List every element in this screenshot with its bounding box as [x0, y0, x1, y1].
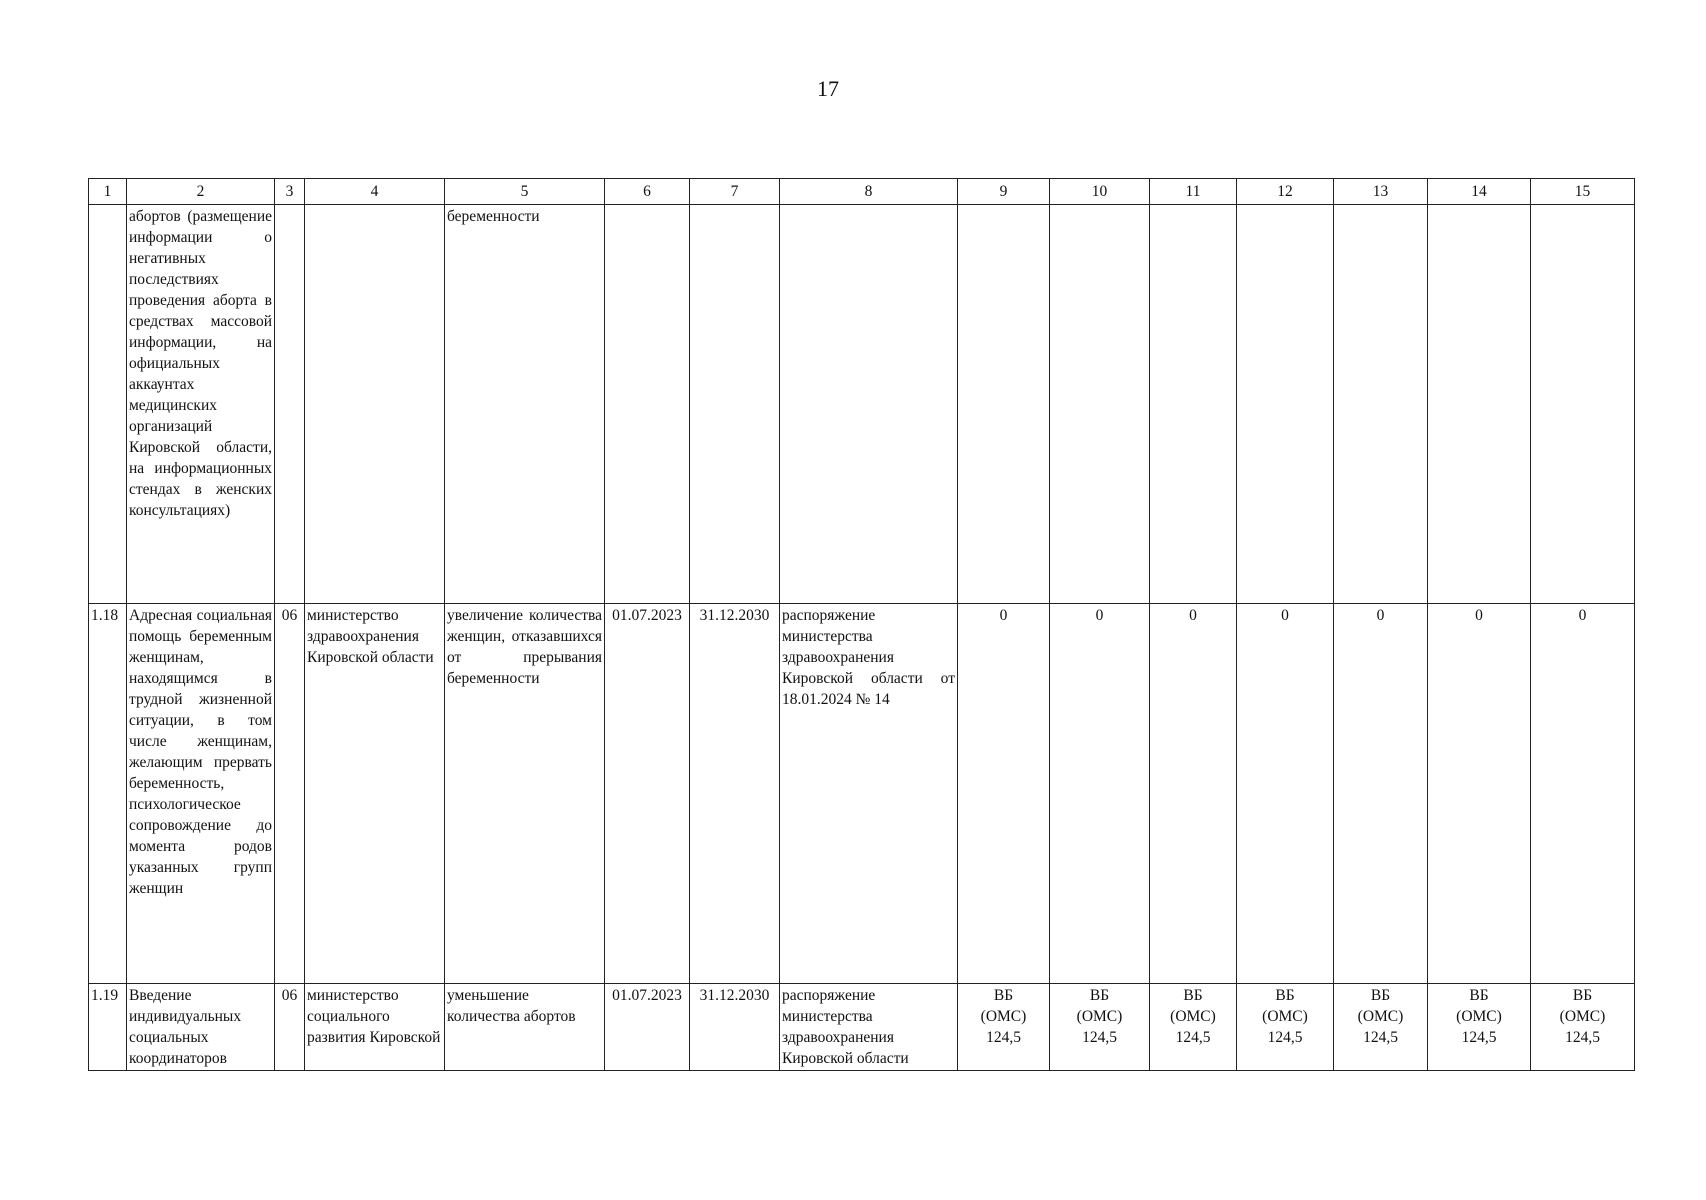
responsible-executor: министерство здравоохранения Кировской области	[305, 604, 445, 984]
value-col-11: ВБ (ОМС) 124,5	[1150, 984, 1237, 1071]
col-header-13: 13	[1334, 179, 1428, 205]
value-col-13: ВБ (ОМС) 124,5	[1334, 984, 1428, 1071]
col-header-1: 1	[89, 179, 127, 205]
value-col-9	[958, 205, 1050, 604]
column-numbers-row	[89, 179, 1635, 205]
col-header-7: 7	[690, 179, 780, 205]
col-header-8: 8	[780, 179, 958, 205]
start-date	[605, 205, 690, 604]
table-row	[89, 604, 1635, 984]
activity-name: Адресная социальная помощь беременным женщинам, находящимся в трудной жизненной ситуации, в том числе женщинам, желающим прервать беременность, психологическое сопровождение до момента родов указанных групп женщин	[127, 604, 275, 984]
expected-result: беременности	[445, 205, 605, 604]
code: 06	[275, 604, 305, 984]
value-col-9: 0	[958, 604, 1050, 984]
start-date: 01.07.2023	[605, 984, 690, 1071]
end-date: 31.12.2030	[690, 984, 780, 1071]
col-header-11: 11	[1150, 179, 1237, 205]
activity-name: Введение индивидуальных социальных координаторов	[127, 984, 275, 1071]
activities-table	[88, 178, 1635, 1071]
value-col-15: ВБ (ОМС) 124,5	[1531, 984, 1635, 1071]
responsible-executor	[305, 205, 445, 604]
item-number	[89, 205, 127, 604]
item-number: 1.18	[89, 604, 127, 984]
code	[275, 205, 305, 604]
value-col-14: 0	[1428, 604, 1531, 984]
legal-act: распоряжение министерства здравоохранения Кировской области	[780, 984, 958, 1071]
value-col-11: 0	[1150, 604, 1237, 984]
code: 06	[275, 984, 305, 1071]
col-header-10: 10	[1050, 179, 1150, 205]
activity-name: абортов (размещение информации о негативных последствиях проведения аборта в средствах массовой информации, на официальных аккаунтах медицинских организаций Кировской области, на информационных стендах в женских консультациях)	[127, 205, 275, 604]
value-col-9: ВБ (ОМС) 124,5	[958, 984, 1050, 1071]
value-col-13	[1334, 205, 1428, 604]
value-col-10	[1050, 205, 1150, 604]
item-number: 1.19	[89, 984, 127, 1071]
legal-act	[780, 205, 958, 604]
responsible-executor: министерство социального развития Кировской	[305, 984, 445, 1071]
value-col-13: 0	[1334, 604, 1428, 984]
start-date: 01.07.2023	[605, 604, 690, 984]
col-header-3: 3	[275, 179, 305, 205]
value-col-12: ВБ (ОМС) 124,5	[1237, 984, 1334, 1071]
value-col-15: 0	[1531, 604, 1635, 984]
legal-act: распоряжение министерства здравоохранения Кировской области от 18.01.2024 № 14	[780, 604, 958, 984]
col-header-4: 4	[305, 179, 445, 205]
col-header-12: 12	[1237, 179, 1334, 205]
value-col-14	[1428, 205, 1531, 604]
value-col-12: 0	[1237, 604, 1334, 984]
col-header-6: 6	[605, 179, 690, 205]
end-date: 31.12.2030	[690, 604, 780, 984]
end-date	[690, 205, 780, 604]
page-number: 17	[817, 76, 839, 101]
value-col-14: ВБ (ОМС) 124,5	[1428, 984, 1531, 1071]
table-row	[89, 984, 1635, 1071]
value-col-10: 0	[1050, 604, 1150, 984]
table-row	[89, 205, 1635, 604]
expected-result: уменьшение количества абортов	[445, 984, 605, 1071]
value-col-12	[1237, 205, 1334, 604]
col-header-9: 9	[958, 179, 1050, 205]
value-col-15	[1531, 205, 1635, 604]
col-header-14: 14	[1428, 179, 1531, 205]
col-header-15: 15	[1531, 179, 1635, 205]
value-col-10: ВБ (ОМС) 124,5	[1050, 984, 1150, 1071]
col-header-5: 5	[445, 179, 605, 205]
col-header-2: 2	[127, 179, 275, 205]
value-col-11	[1150, 205, 1237, 604]
expected-result: увеличение количества женщин, отказавшихся от прерывания беременности	[445, 604, 605, 984]
